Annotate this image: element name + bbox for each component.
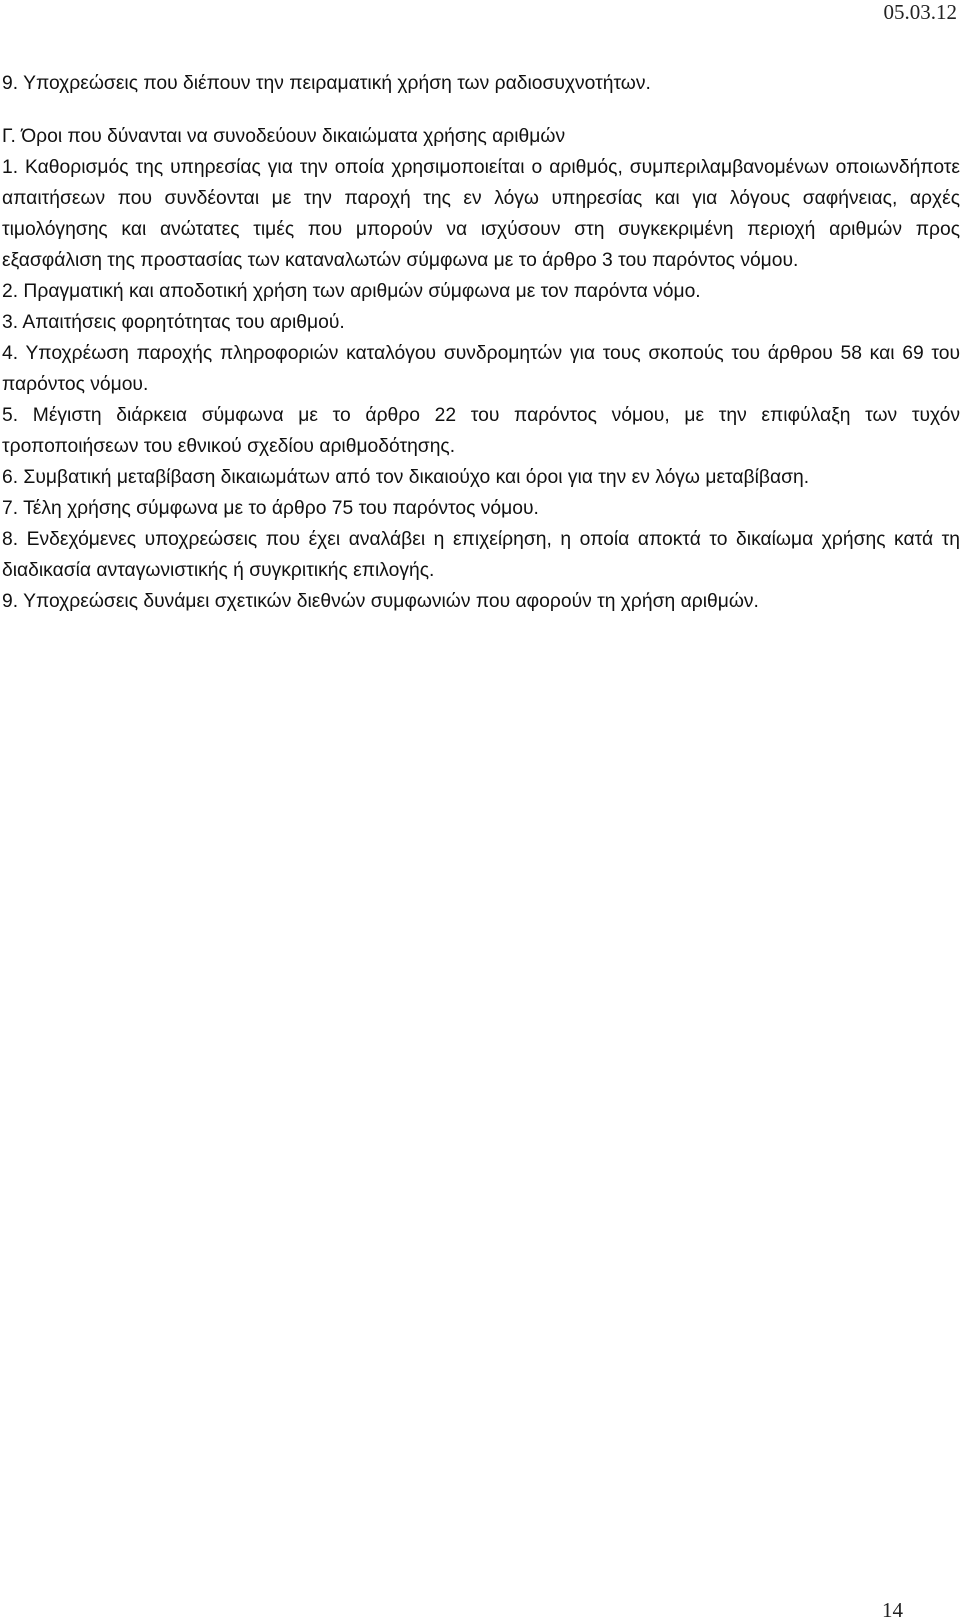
section-g-heading: Γ. Όροι που δύνανται να συνοδεύουν δικαιώματα χρήσης αριθμών [2, 126, 566, 147]
paragraph-item-9-radio-frequencies: 9. Υποχρεώσεις που διέπουν την πειραματική χρήση των ραδιοσυχνοτήτων. [2, 73, 651, 94]
list-item-4: 4. Υποχρέωση παροχής πληροφοριών καταλόγου συνδρομητών για τους σκοπούς του άρθρου 58 και 69 του παρόντος νόμου. [2, 343, 960, 395]
list-item-6: 6. Συμβατική μεταβίβαση δικαιωμάτων από τον δικαιούχο και όροι για την εν λόγω μεταβίβαση. [2, 467, 810, 488]
document-body [2, 68, 960, 617]
list-item-3: 3. Απαιτήσεις φορητότητας του αριθμού. [2, 312, 345, 333]
list-item-2: 2. Πραγματική και αποδοτική χρήση των αριθμών σύμφωνα με τον παρόντα νόμο. [2, 281, 701, 302]
list-item-7: 7. Τέλη χρήσης σύμφωνα με το άρθρο 75 του παρόντος νόμου. [2, 498, 539, 519]
list-item-9: 9. Υποχρεώσεις δυνάμει σχετικών διεθνών συμφωνιών που αφορούν τη χρήση αριθμών. [2, 591, 759, 612]
list-item-5: 5. Μέγιστη διάρκεια σύμφωνα με το άρθρο 22 του παρόντος νόμου, με την επιφύλαξη των τυχόν τροποποιήσεων του εθνικού σχεδίου αριθμοδότησης. [2, 405, 960, 457]
list-item-1: 1. Καθορισμός της υπηρεσίας για την οποία χρησιμοποιείται ο αριθμός, συμπεριλαμβανομένων οποιωνδήποτε απαιτήσεων που συνδέονται με την παροχή της εν λόγω υπηρεσίας και για λόγους σαφήνειας, αρχές τιμολόγησης και ανώτατες τιμές που μπορούν να ισχύσουν στη συγκεκριμένη περιοχή αριθμών προς εξασφάλιση της προστασίας των καταναλωτών σύμφωνα με το άρθρο 3 του παρόντος νόμου. [2, 157, 960, 271]
page-number: 14 [882, 1598, 903, 1622]
document-date: 05.03.12 [883, 0, 957, 24]
list-item-8: 8. Ενδεχόμενες υποχρεώσεις που έχει αναλάβει η επιχείρηση, η οποία αποκτά το δικαίωμα χρήσης κατά τη διαδικασία ανταγωνιστικής ή συγκριτικής επιλογής. [2, 529, 960, 581]
